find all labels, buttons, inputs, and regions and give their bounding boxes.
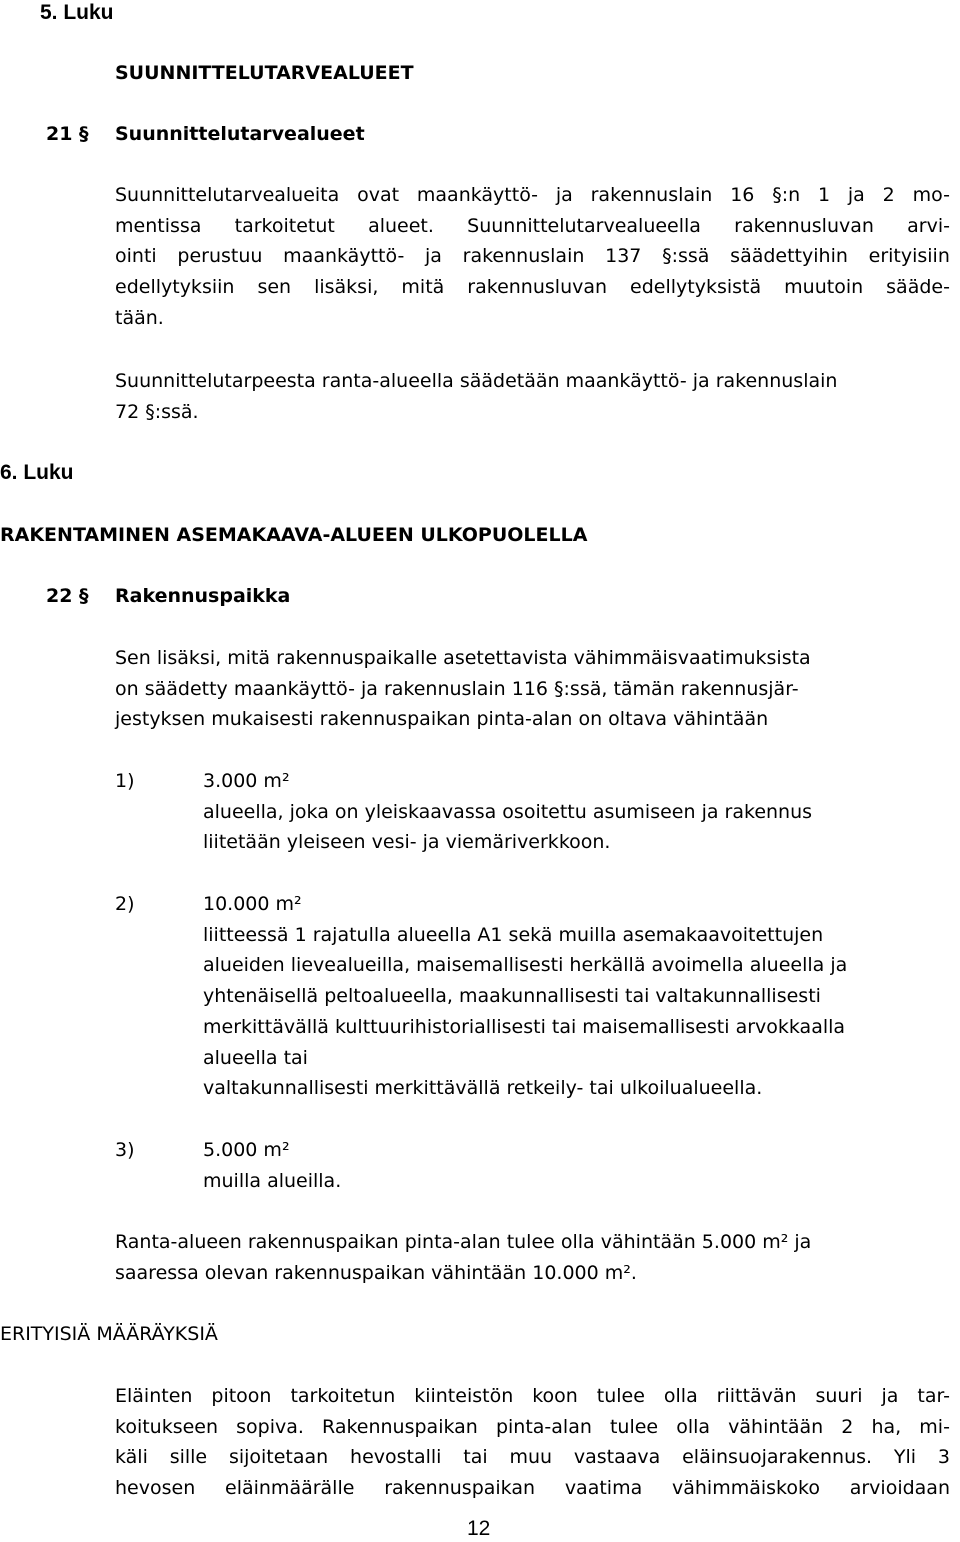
text-line: edellytyksiin sen lisäksi, mitä rakennusluvan edellytyksistä muutoin sääde-	[115, 276, 950, 299]
text-line-last: tään.	[115, 306, 164, 329]
text-line: Eläinten pitoon tarkoitetun kiinteistön koon tulee olla riittävän suuri ja tar-	[115, 1385, 950, 1407]
section-22-intro	[115, 643, 811, 735]
list-item-marker: 3)	[115, 1139, 135, 1161]
section-21-paragraph-2	[115, 366, 837, 427]
list-item-marker: 2)	[115, 893, 135, 915]
chapter-6-label: 6. Luku	[0, 461, 74, 484]
text-line: jestyksen mukaisesti rakennuspaikan pinta-alan on oltava vähintään	[115, 708, 769, 731]
special-provisions-heading: ERITYISIÄ MÄÄRÄYKSIÄ	[0, 1323, 218, 1345]
text-line: käli sille sijoitetaan hevostalli tai muu vastaava eläinsuojarakennus. Yli 3	[115, 1446, 950, 1469]
text-line: alueiden lievealueilla, maisemallisesti herkällä avoimella alueella ja	[203, 954, 848, 977]
list-item-1	[203, 766, 812, 858]
text-line: valtakunnallisesti merkittävällä retkeily- tai ulkoilualueella.	[203, 1077, 763, 1100]
list-item-area: 3.000 m²	[203, 770, 290, 792]
section-22-title: Rakennuspaikka	[115, 585, 291, 607]
chapter-5-label: 5. Luku	[40, 1, 114, 24]
section-22-number: 22 §	[46, 585, 89, 607]
shore-area-paragraph	[115, 1227, 811, 1288]
text-line: alueella, joka on yleiskaavassa osoitettu asumiseen ja rakennus	[203, 800, 813, 823]
list-item-area: 5.000 m²	[203, 1139, 290, 1161]
chapter-5-heading: SUUNNITTELUTARVEALUEET	[115, 62, 414, 84]
text-line: koitukseen sopiva. Rakennuspaikan pinta-alan tulee olla vähintään 2 ha, mi-	[115, 1415, 950, 1438]
text-line: merkittävällä kulttuurihistoriallisesti tai maisemallisesti arvokkaalla	[203, 1015, 846, 1038]
section-21-number: 21 §	[46, 123, 89, 145]
text-line: alueella tai	[203, 1046, 308, 1069]
text-line: muilla alueilla.	[203, 1169, 342, 1192]
text-line: Suunnittelutarvealueita ovat maankäyttö- ja rakennuslain 16 §:n 1 ja 2 mo-	[115, 184, 950, 206]
text-line: hevosen eläinmäärälle rakennuspaikan vaatima vähimmäiskoko arvioidaan	[115, 1477, 950, 1500]
list-item-2	[203, 889, 847, 1104]
page-number: 12	[467, 1517, 491, 1540]
text-line: liitetään yleiseen vesi- ja viemäriverkkoon.	[203, 831, 611, 854]
text-line: saaressa olevan rakennuspaikan vähintään 10.000 m².	[115, 1261, 637, 1284]
text-line: ointi perustuu maankäyttö- ja rakennuslain 137 §:ssä säädettyihin erityisiin	[115, 245, 950, 268]
list-item-area: 10.000 m²	[203, 893, 302, 915]
special-provisions-paragraph	[115, 1381, 950, 1504]
text-line: yhtenäisellä peltoalueella, maakunnallisesti tai valtakunnallisesti	[203, 985, 821, 1008]
text-line: Ranta-alueen rakennuspaikan pinta-alan tulee olla vähintään 5.000 m² ja	[115, 1231, 812, 1253]
text-line: on säädetty maankäyttö- ja rakennuslain 116 §:ssä, tämän rakennusjär-	[115, 677, 799, 700]
text-line: Sen lisäksi, mitä rakennuspaikalle asetettavista vähimmäisvaatimuksista	[115, 647, 811, 669]
text-line: mentissa tarkoitetut alueet. Suunnittelutarvealueella rakennusluvan arvi-	[115, 214, 950, 237]
text-line: liitteessä 1 rajatulla alueella A1 sekä muilla asemakaavoitettujen	[203, 923, 824, 946]
chapter-6-heading: RAKENTAMINEN ASEMAKAAVA-ALUEEN ULKOPUOLELLA	[0, 524, 588, 546]
list-item-3	[203, 1135, 341, 1196]
section-21-paragraph-1	[115, 180, 950, 334]
section-21-title: Suunnittelutarvealueet	[115, 123, 365, 145]
text-line: Suunnittelutarpeesta ranta-alueella säädetään maankäyttö- ja rakennuslain	[115, 370, 838, 392]
list-item-marker: 1)	[115, 770, 135, 792]
text-line: 72 §:ssä.	[115, 400, 199, 423]
